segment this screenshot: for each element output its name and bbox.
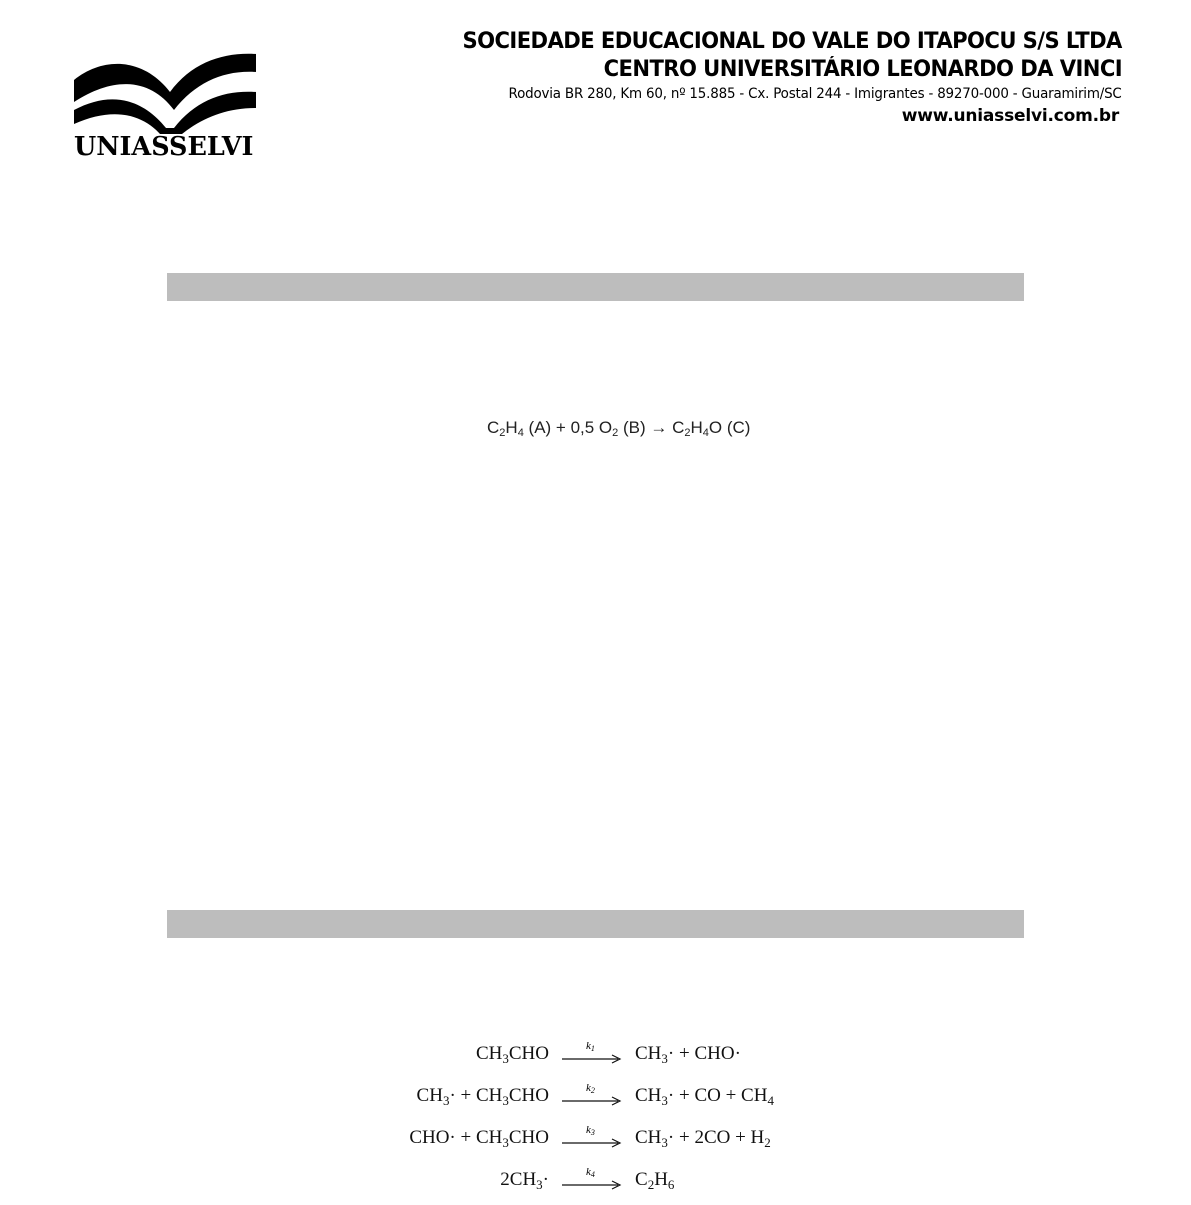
mechanism-step-2-products: $CH_3\cdot$ + CO + $CH_4$ [635, 1085, 774, 1108]
mechanism-step-3-arrow-icon [562, 1124, 622, 1153]
mechanism-step-2-arrow-icon [562, 1082, 622, 1111]
mechanism-step-4-products: $C_2H_6$ [635, 1169, 675, 1192]
rate-constant-label: $k_2$ [586, 1082, 595, 1095]
mechanism-step-3-reactants: $CHO\cdot + CH_3CHO$ [409, 1127, 549, 1150]
rate-constant-label: $k_1$ [586, 1040, 595, 1053]
uniasselvi-logo [74, 52, 258, 164]
address: Rodovia BR 280, Km 60, nº 15.885 - Cx. Postal 244 - Imigrantes - 89270-000 - Guaramirim/SC [508, 86, 1122, 102]
mechanism-step-1-reactants: $CH_3CHO$ [475, 1043, 549, 1066]
mechanism-step-4-reactants: $2CH_3\cdot$ [500, 1169, 549, 1192]
center-name: CENTRO UNIVERSITÁRIO LEONARDO DA VINCI [603, 57, 1122, 82]
mechanism-step-1-products: $CH_3\cdot + CHO\cdot$ [635, 1043, 741, 1066]
mechanism-step-1-arrow-icon [562, 1040, 622, 1069]
rate-constant-label: $k_4$ [586, 1166, 595, 1179]
rate-constant-label: $k_3$ [586, 1124, 595, 1137]
section-bar-1 [167, 273, 1024, 301]
logo-wordmark: UNIASSELVI [74, 132, 254, 162]
reaction-equation: $C_2H_4$ (A) + 0,5 $O_2$ $(B) \to C_2H_4O$ (C) [487, 418, 751, 439]
mechanism-step-3-products: $CH_3\cdot + 2CO + H_2$ [635, 1127, 771, 1150]
mechanism-step-2-reactants: $CH_3\cdot + CH_3CHO$ [416, 1085, 549, 1108]
logo-arches-icon [74, 52, 258, 134]
organization-name: SOCIEDADE EDUCACIONAL DO VALE DO ITAPOCU S/S LTDA [462, 29, 1122, 54]
mechanism-step-4-arrow-icon [562, 1166, 622, 1195]
website-link[interactable]: www.uniasselvi.com.br [901, 106, 1119, 126]
section-bar-2 [167, 910, 1024, 938]
